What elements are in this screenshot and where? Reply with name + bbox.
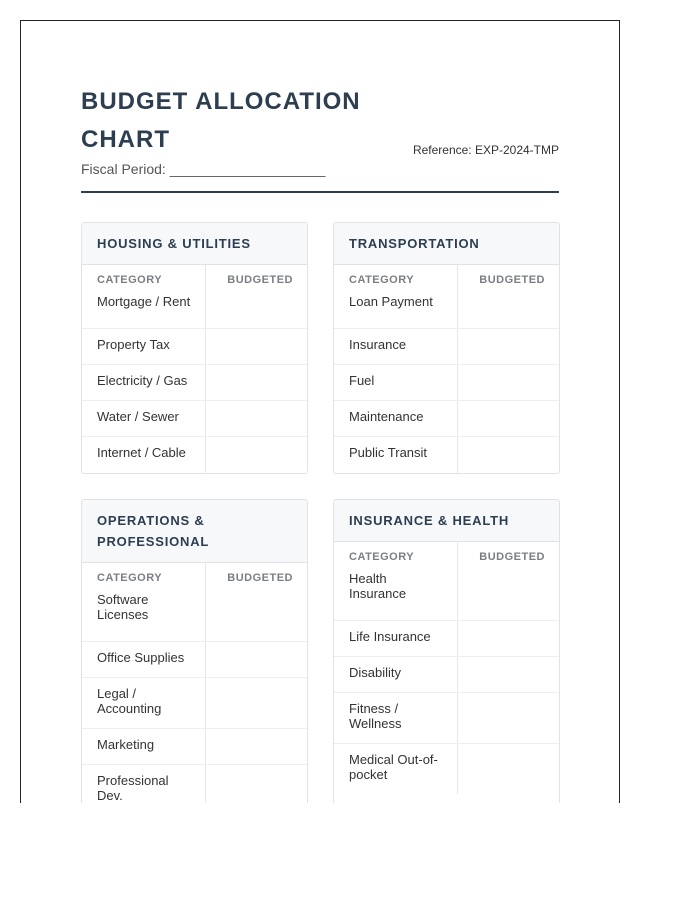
- table-row: [82, 437, 307, 473]
- budgeted-column-header: BUDGETED: [227, 572, 293, 584]
- category-label: Legal / Accounting: [82, 678, 206, 728]
- category-label: Disability: [334, 657, 458, 692]
- table-row: [334, 329, 559, 365]
- column-header-row: [82, 563, 307, 590]
- category-label: Electricity / Gas: [82, 365, 206, 400]
- budgeted-input-cell[interactable]: [458, 693, 559, 743]
- category-label: Loan Payment: [334, 292, 458, 328]
- table-row: [82, 329, 307, 365]
- category-label: Maintenance: [334, 401, 458, 436]
- category-label: Marketing: [82, 729, 206, 764]
- page-title: BUDGET ALLOCATION CHART: [81, 88, 361, 153]
- table-row: [334, 569, 559, 621]
- budgeted-input-cell[interactable]: [206, 642, 307, 677]
- table-row: [334, 621, 559, 657]
- category-column-header: CATEGORY: [82, 265, 206, 292]
- table-row: [82, 642, 307, 678]
- category-label: Mortgage / Rent: [82, 292, 206, 328]
- budgeted-input-cell[interactable]: [458, 401, 559, 436]
- category-label: Medical Out-of-pocket: [334, 744, 458, 794]
- budgeted-input-cell[interactable]: [458, 744, 559, 794]
- category-label: Internet / Cable: [82, 437, 206, 473]
- budgeted-input-cell[interactable]: [206, 590, 307, 641]
- document-page: [20, 20, 620, 803]
- table-row: [82, 401, 307, 437]
- category-column-header: CATEGORY: [82, 563, 206, 590]
- column-header-row: [82, 265, 307, 292]
- category-label: Health Insurance: [334, 569, 458, 620]
- budgeted-column-header: BUDGETED: [479, 274, 545, 286]
- column-header-row: [334, 542, 559, 569]
- budgeted-input-cell[interactable]: [206, 401, 307, 436]
- budgeted-input-cell[interactable]: [206, 765, 307, 803]
- budgeted-input-cell[interactable]: [206, 329, 307, 364]
- category-label: Insurance: [334, 329, 458, 364]
- section-title: TRANSPORTATION: [334, 223, 559, 265]
- document-header: [81, 83, 559, 193]
- table-row: [334, 693, 559, 744]
- category-column-header: CATEGORY: [334, 265, 458, 292]
- column-header-row: [334, 265, 559, 292]
- budgeted-input-cell[interactable]: [458, 329, 559, 364]
- budgeted-input-cell[interactable]: [458, 621, 559, 656]
- budgeted-input-cell[interactable]: [206, 729, 307, 764]
- table-row: [334, 657, 559, 693]
- fiscal-period-field: Fiscal Period: ____________________: [81, 161, 326, 177]
- budgeted-input-cell[interactable]: [458, 292, 559, 328]
- budgeted-input-cell[interactable]: [458, 657, 559, 692]
- budgeted-input-cell[interactable]: [206, 292, 307, 328]
- table-row: [82, 678, 307, 729]
- category-label: Water / Sewer: [82, 401, 206, 436]
- table-row: [334, 365, 559, 401]
- table-row: [82, 292, 307, 329]
- category-label: Fitness / Wellness: [334, 693, 458, 743]
- section-insurance-health: [333, 499, 560, 803]
- budgeted-input-cell[interactable]: [206, 678, 307, 728]
- budgeted-input-cell[interactable]: [458, 437, 559, 473]
- section-title: INSURANCE & HEALTH: [334, 500, 559, 542]
- section-housing-utilities: [81, 222, 308, 474]
- reference-number: Reference: EXP-2024-TMP: [412, 143, 559, 157]
- table-row: [82, 729, 307, 765]
- budgeted-input-cell[interactable]: [458, 365, 559, 400]
- category-label: Public Transit: [334, 437, 458, 473]
- budgeted-column-header: BUDGETED: [479, 551, 545, 563]
- category-label: Property Tax: [82, 329, 206, 364]
- category-label: Software Licenses: [82, 590, 206, 641]
- category-label: Professional Dev.: [82, 765, 206, 803]
- table-row: [334, 437, 559, 473]
- budgeted-input-cell[interactable]: [206, 365, 307, 400]
- table-row: [82, 365, 307, 401]
- table-row: [82, 765, 307, 803]
- section-title: HOUSING & UTILITIES: [82, 223, 307, 265]
- budgeted-column-header: BUDGETED: [227, 274, 293, 286]
- category-label: Life Insurance: [334, 621, 458, 656]
- category-label: Office Supplies: [82, 642, 206, 677]
- table-row: [334, 401, 559, 437]
- category-label: Fuel: [334, 365, 458, 400]
- table-row: [334, 744, 559, 794]
- category-column-header: CATEGORY: [334, 542, 458, 569]
- section-title: OPERATIONS & PROFESSIONAL: [82, 500, 307, 563]
- section-operations-professional: [81, 499, 308, 803]
- table-row: [82, 590, 307, 642]
- table-row: [334, 292, 559, 329]
- section-transportation: [333, 222, 560, 474]
- budgeted-input-cell[interactable]: [206, 437, 307, 473]
- budgeted-input-cell[interactable]: [458, 569, 559, 620]
